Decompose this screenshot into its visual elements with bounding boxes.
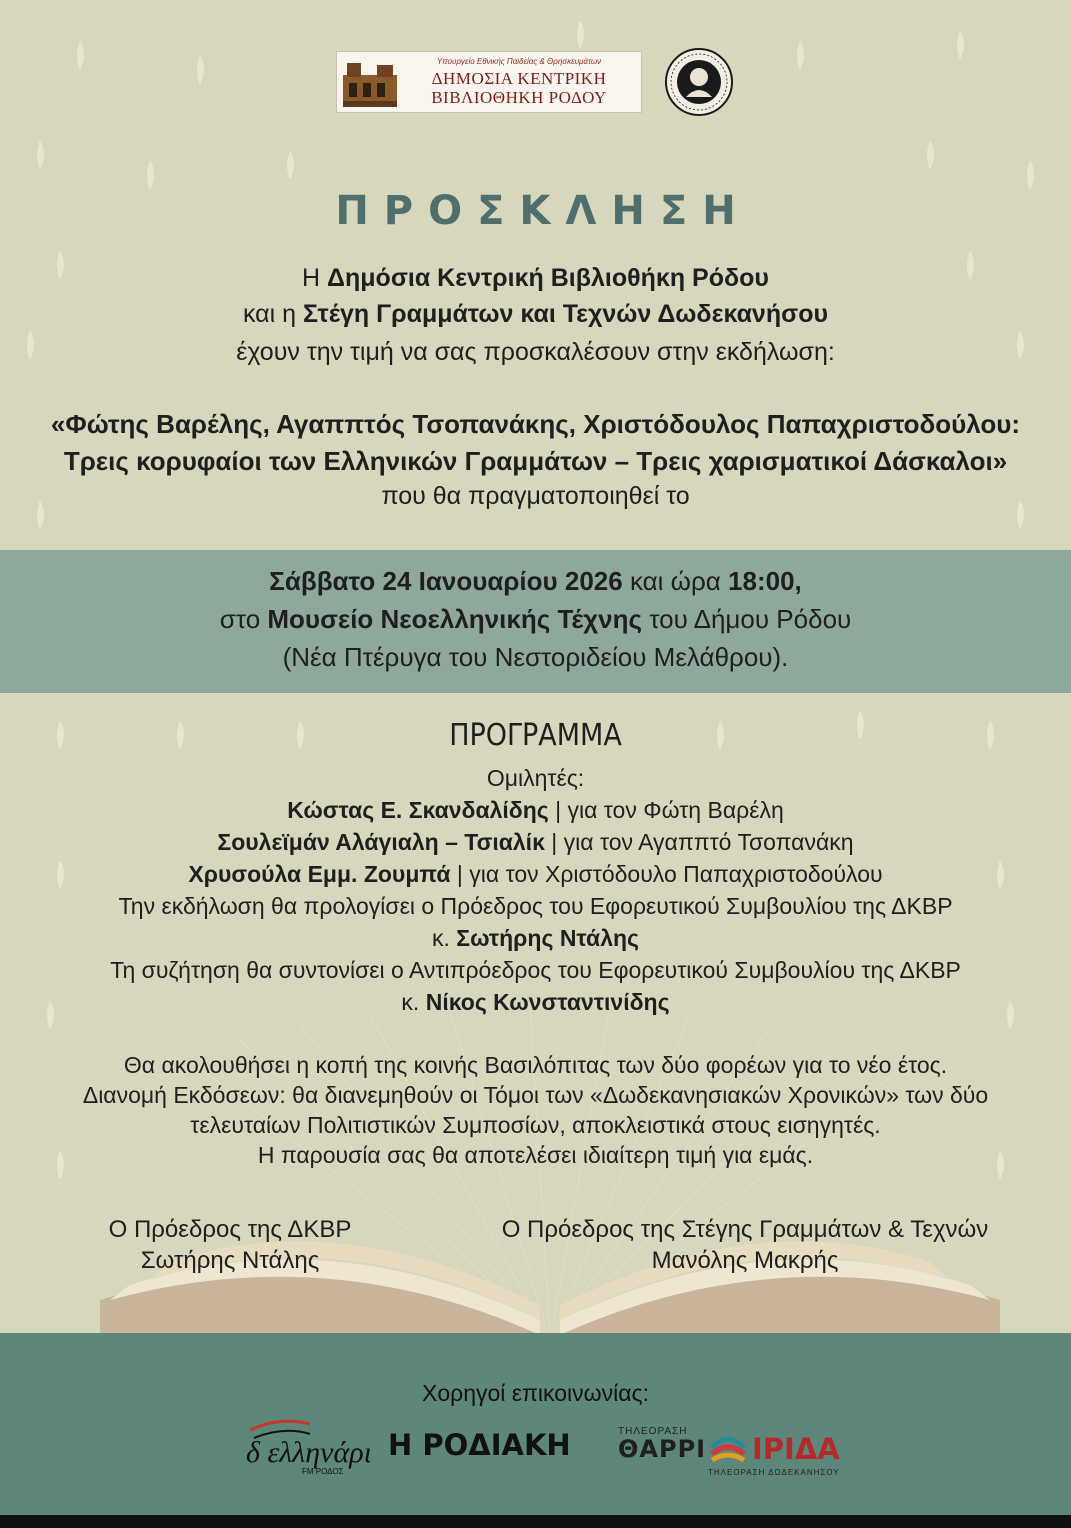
ministry-label: Υπουργείο Εθνικής Παιδείας & Θρησκευμάτων	[436, 57, 602, 66]
speaker-row: Χρυσούλα Εμμ. Ζουμπά | για τον Χριστόδουλο Παπαχριστοδούλου	[188, 861, 883, 887]
library-name-line1: ΔΗΜΟΣΙΑ ΚΕΝΤΡΙΚΗ	[431, 69, 607, 88]
sponsor-radio-logo	[240, 1410, 370, 1478]
sponsor4-text: ΙΡΙΔΑ	[752, 1432, 840, 1466]
speakers-label: Ομιλητές:	[486, 765, 585, 791]
program-heading: ΠΡΟΓΡΑΜΜΑ	[449, 718, 622, 753]
moderator-text: Τη συζήτηση θα συντονίσει ο Αντιπρόεδρος του Εφορευτικού Συμβουλίου της ΔΚΒΡ	[110, 957, 961, 983]
sponsor1-sub: FM ΡΟΔΟΣ	[302, 1467, 344, 1476]
signature-left	[60, 1214, 400, 1276]
sponsor3-main: ΘΑΡΡΙ	[618, 1435, 707, 1463]
sponsor-irida-logo	[708, 1430, 848, 1480]
bottom-bar	[0, 1515, 1071, 1528]
sponsor1-text: δ ελληνάρι	[246, 1436, 370, 1469]
prologue-text: Την εκδήλωση θα προλογίσει ο Πρόεδρος του Εφορευτικού Συμβουλίου της ΔΚΒΡ	[118, 893, 953, 919]
event-title-line-3: που θα πραγματοποιηθεί το	[381, 482, 690, 510]
sponsor4-sub: ΤΗΛΕΟΡΑΣΗ ΔΩΔΕΚΑΝΗΣΟΥ	[708, 1468, 840, 1477]
event-date: Σάββατο 24 Ιανουαρίου 2026 και ώρα 18:00,	[269, 566, 802, 596]
closing-line-4: Η παρουσία σας θα αποτελέσει ιδιαίτερη τιμή για εμάς.	[257, 1142, 814, 1168]
signature-right	[500, 1214, 990, 1276]
library-name-line2: ΒΙΒΛΙΟΘΗΚΗ ΡΟΔΟΥ	[431, 88, 607, 107]
footer-band	[0, 1333, 1071, 1515]
signature-right-role: Ο Πρόεδρος της Στέγης Γραμμάτων & Τεχνών	[501, 1216, 989, 1243]
irida-swirl-icon	[708, 1430, 748, 1466]
sponsor3-top: ΤΗΛΕΟΡΑΣΗ	[618, 1426, 688, 1437]
sponsor-rodiaki-logo: Η ΡΟΔΙΑΚΗ	[388, 1428, 571, 1462]
signature-left-name: Σωτήρης Ντάλης	[140, 1247, 320, 1274]
closing-line-2: Διανομή Εκδόσεων: θα διανεμηθούν οι Τόμοι των «Δωδεκανησιακών Χρονικών» των δύο	[82, 1082, 989, 1108]
library-building-icon	[341, 57, 399, 109]
event-title-line-2: Τρεις κορυφαίοι των Ελληνικών Γραμμάτων – Τρεις χαρισματικοί Δάσκαλοι»	[63, 446, 1008, 476]
moderator-person: κ. Νίκος Κωνσταντινίδης	[401, 989, 670, 1015]
sponsor-tharri-logo	[618, 1426, 706, 1463]
sponsors-label: Χορηγοί επικοινωνίας:	[422, 1380, 649, 1406]
signature-right-name: Μανόλης Μακρής	[651, 1247, 839, 1274]
intro-line-2: και η Στέγη Γραμμάτων και Τεχνών Δωδεκανήσου	[242, 300, 829, 328]
speaker-row: Σουλεϊμάν Αλάγιαλη – Τσιαλίκ | για τον Αγαππτό Τσοπανάκη	[217, 829, 854, 855]
event-venue-detail: (Νέα Πτέρυγα του Νεστοριδείου Μελάθρου).	[282, 642, 789, 672]
event-venue: στο Μουσείο Νεοελληνικής Τέχνης του Δήμου Ρόδου	[219, 604, 852, 634]
closing-line-1: Θα ακολουθήσει η κοπή της κοινής Βασιλόπιτας των δύο φορέων για το νέο έτος.	[123, 1052, 948, 1078]
intro-line-3: έχουν την τιμή να σας προσκαλέσουν στην εκδήλωση:	[236, 338, 835, 366]
event-title-line-1: «Φώτης Βαρέλης, Αγαππτός Τσοπανάκης, Χριστόδουλος Παπαχριστοδούλου:	[50, 409, 1021, 439]
page-title: ΠΡΟΣΚΛΗΣΗ	[335, 188, 751, 234]
signature-left-role: Ο Πρόεδρος της ΔΚΒΡ	[108, 1216, 352, 1243]
intro-line-1: Η Δημόσια Κεντρική Βιβλιοθήκη Ρόδου	[302, 264, 769, 292]
society-seal-icon	[664, 47, 734, 117]
radio-logo-icon	[240, 1410, 370, 1478]
library-logo	[336, 51, 642, 113]
closing-line-3: τελευταίων Πολιτιστικών Συμποσίων, αποκλειστικά στους εισηγητές.	[190, 1112, 881, 1138]
prologue-person: κ. Σωτήρης Ντάλης	[432, 925, 639, 951]
speaker-row: Κώστας Ε. Σκανδαλίδης | για τον Φώτη Βαρέλη	[287, 797, 784, 823]
